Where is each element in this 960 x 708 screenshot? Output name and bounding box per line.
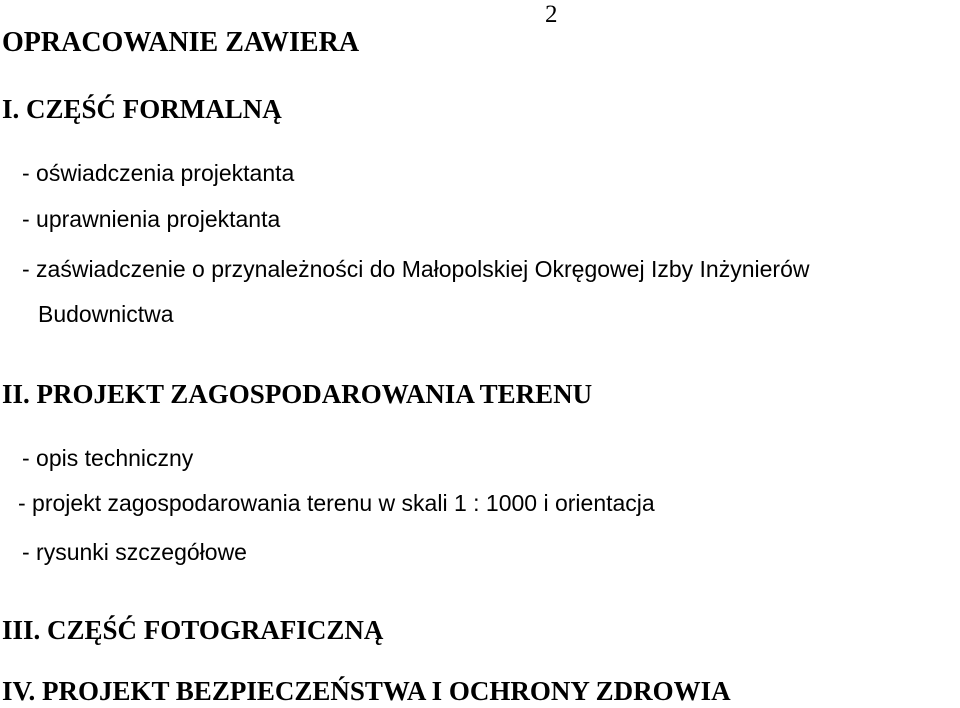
list-item: - rysunki szczegółowe: [22, 539, 247, 565]
section-heading-land-development: II. PROJEKT ZAGOSPODAROWANIA TERENU: [2, 379, 593, 409]
list-item: - projekt zagospodarowania terenu w skali 1 : 1000 i orientacja: [18, 490, 655, 516]
section-heading-photographic: III. CZĘŚĆ FOTOGRAFICZNĄ: [2, 615, 384, 645]
page-number: 2: [545, 1, 558, 28]
document-title: OPRACOWANIE ZAWIERA: [2, 27, 360, 58]
section-heading-safety-health: IV. PROJEKT BEZPIECZEŃSTWA I OCHRONY ZDROWIA: [2, 676, 731, 706]
section-heading-formal: I. CZĘŚĆ FORMALNĄ: [2, 94, 282, 124]
list-item: - opis techniczny: [22, 445, 194, 471]
list-item: - oświadczenia projektanta: [22, 160, 295, 186]
list-item: - zaświadczenie o przynależności do Małopolskiej Okręgowej Izby Inżynierów: [22, 256, 810, 282]
list-item-continuation: Budownictwa: [38, 301, 174, 327]
list-item: - uprawnienia projektanta: [22, 206, 281, 232]
